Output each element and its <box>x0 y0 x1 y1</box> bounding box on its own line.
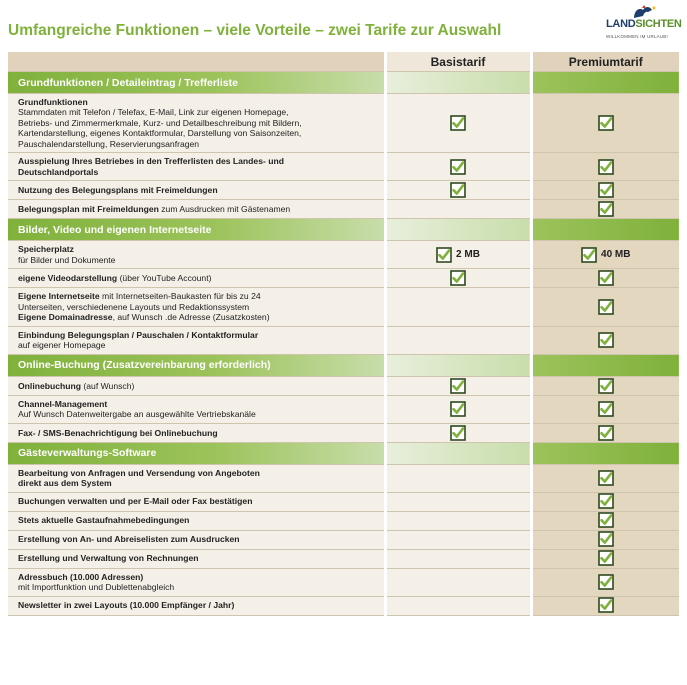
feature-line-bold: Bearbeitung von Anfragen und Versendung von Angeboten <box>18 467 260 478</box>
feature-line-bold: Onlinebuchung <box>18 380 82 391</box>
feature-line-bold: Erstellung und Verwaltung von Rechnungen <box>18 553 199 564</box>
basis-cell <box>385 241 531 269</box>
feature-line-text: (auf Wunsch) <box>81 380 135 391</box>
premium-cell <box>531 596 679 615</box>
premium-column-header: Premiumtarif <box>531 52 679 72</box>
premium-cell <box>531 549 679 568</box>
feature-line <box>18 399 378 409</box>
basis-cell <box>385 511 531 530</box>
tariff-comparison-table <box>8 52 679 616</box>
feature-line-bold: Ausspielung Ihres Betriebes in den Trefferlisten des Landes- und <box>18 156 284 167</box>
section-title: Grundfunktionen / Detaileintrag / Trefferliste <box>8 72 385 94</box>
premium-cell <box>531 288 679 326</box>
feature-row <box>8 511 679 530</box>
feature-line <box>18 468 378 478</box>
section-header-row <box>8 442 679 464</box>
feature-line-bold: Speicherplatz <box>18 244 74 255</box>
feature-line-text: für Bilder und Dokumente <box>18 254 116 265</box>
feature-row <box>8 181 679 200</box>
feature-description <box>8 181 385 200</box>
feature-line <box>18 600 378 610</box>
green-check-box-icon <box>598 597 614 613</box>
premium-cell <box>531 464 679 492</box>
green-check-box-icon <box>598 159 614 175</box>
section-title: Bilder, Video und eigenen Internetseite <box>8 219 385 241</box>
feature-line-bold: Grundfunktionen <box>18 97 88 107</box>
section-premium-band <box>531 219 679 241</box>
premium-cell <box>531 326 679 354</box>
feature-row <box>8 568 679 596</box>
feature-row <box>8 269 679 288</box>
feature-line-text: Betriebs- und Zimmermerkmale, Kurz- und Detailbeschreibung mit Bildern, <box>18 117 302 128</box>
section-basis-band <box>385 219 531 241</box>
feature-line <box>18 572 378 582</box>
green-check-box-icon <box>598 270 614 286</box>
feature-line-bold: Fax- / SMS-Benachrichtigung bei Onlinebuchung <box>18 427 218 438</box>
green-check-box-icon <box>581 247 597 263</box>
green-check-box-icon <box>450 159 466 175</box>
feature-description <box>8 395 385 423</box>
section-header-row <box>8 219 679 241</box>
feature-description <box>8 288 385 326</box>
basis-cell <box>385 326 531 354</box>
feature-line <box>18 478 378 488</box>
basis-cell <box>385 153 531 181</box>
feature-row <box>8 530 679 549</box>
feature-row <box>8 376 679 395</box>
feature-line <box>18 128 378 138</box>
feature-line-text: mit Internetseiten-Baukasten für bis zu 24 <box>99 291 261 302</box>
green-check-box-icon <box>598 531 614 547</box>
feature-description <box>8 492 385 511</box>
feature-line-text: Pauschalendarstellung, Reservierungsanfragen <box>18 138 200 149</box>
feature-line-bold: Eigene Domainadresse <box>18 312 113 323</box>
feature-row <box>8 326 679 354</box>
feature-line <box>18 139 378 149</box>
feature-line-bold: eigene Videodarstellung <box>18 273 118 284</box>
feature-description <box>8 200 385 219</box>
feature-line-text: (über YouTube Account) <box>117 273 212 284</box>
basis-cell <box>385 376 531 395</box>
feature-line-bold: Einbindung Belegungsplan / Pauschalen / Kontaktformular <box>18 329 259 340</box>
feature-row <box>8 153 679 181</box>
feature-line <box>18 255 378 265</box>
feature-line-text: , auf Wunsch .de Adresse (Zusatzkosten) <box>112 312 270 323</box>
green-check-box-icon <box>450 115 466 131</box>
green-check-box-icon <box>598 512 614 528</box>
feature-line <box>18 428 378 438</box>
feature-description <box>8 511 385 530</box>
basis-cell <box>385 200 531 219</box>
basis-cell <box>385 94 531 153</box>
feature-row <box>8 288 679 326</box>
feature-description <box>8 241 385 269</box>
feature-line-bold: Stets aktuelle Gastaufnahmebedingungen <box>18 515 190 526</box>
green-check-box-icon <box>598 401 614 417</box>
feature-line <box>18 534 378 544</box>
feature-row <box>8 94 679 153</box>
basis-cell <box>385 288 531 326</box>
feature-line <box>18 553 378 563</box>
premium-cell <box>531 395 679 423</box>
feature-description <box>8 549 385 568</box>
premium-cell <box>531 94 679 153</box>
feature-line <box>18 409 378 419</box>
feature-line <box>18 185 378 195</box>
logo-tagline: WILLKOMMEN IM URLAUB! <box>606 34 668 39</box>
section-basis-band <box>385 354 531 376</box>
feature-row <box>8 464 679 492</box>
feature-line-bold: Eigene Internetseite <box>18 291 100 302</box>
feature-line <box>18 107 378 117</box>
feature-line <box>18 97 378 107</box>
feature-line-bold: Channel-Management <box>18 398 108 409</box>
green-check-box-icon <box>598 574 614 590</box>
basis-cell <box>385 596 531 615</box>
green-check-box-icon <box>450 401 466 417</box>
green-check-box-icon <box>598 332 614 348</box>
feature-line <box>18 340 378 350</box>
green-check-box-icon <box>450 182 466 198</box>
green-check-box-icon <box>450 425 466 441</box>
section-basis-band <box>385 72 531 94</box>
basis-column-header: Basistarif <box>385 52 531 72</box>
feature-row <box>8 395 679 423</box>
page-title: Umfangreiche Funktionen – viele Vorteile – zwei Tarife zur Auswahl <box>8 22 502 39</box>
feature-column-header <box>8 52 385 72</box>
feature-line <box>18 381 378 391</box>
premium-cell <box>531 568 679 596</box>
landsichten-logo <box>606 12 682 48</box>
feature-line <box>18 302 378 312</box>
feature-line-bold: Buchungen verwalten und per E-Mail oder Fax bestätigen <box>18 496 253 507</box>
section-premium-band <box>531 72 679 94</box>
green-check-box-icon <box>598 425 614 441</box>
feature-row <box>8 596 679 615</box>
feature-description <box>8 269 385 288</box>
feature-line <box>18 496 378 506</box>
feature-line-bold: Belegungsplan mit Freimeldungen <box>18 204 159 215</box>
feature-line-bold: Nutzung des Belegungsplans mit Freimeldungen <box>18 185 218 196</box>
feature-line <box>18 582 378 592</box>
green-check-box-icon <box>598 182 614 198</box>
feature-row <box>8 423 679 442</box>
feature-line <box>18 312 378 322</box>
green-check-box-icon <box>598 299 614 315</box>
feature-line-bold: Adressbuch (10.000 Adressen) <box>18 571 144 582</box>
feature-description <box>8 326 385 354</box>
basis-cell <box>385 549 531 568</box>
section-header-row <box>8 354 679 376</box>
page-header <box>0 0 687 52</box>
basis-cell <box>385 423 531 442</box>
green-check-box-icon <box>598 115 614 131</box>
section-title: Gästeverwaltungs-Software <box>8 442 385 464</box>
premium-cell <box>531 423 679 442</box>
green-check-box-icon <box>436 247 452 263</box>
green-check-box-icon <box>450 270 466 286</box>
green-check-box-icon <box>598 201 614 217</box>
feature-description <box>8 568 385 596</box>
feature-line-text: zum Ausdrucken mit Gästenamen <box>158 204 291 215</box>
basis-cell <box>385 181 531 200</box>
feature-line-text: Stammdaten mit Telefon / Telefax, E-Mail, Link zur eigenen Homepage, <box>18 107 289 118</box>
feature-line-text: mit Importfunktion und Dublettenabgleich <box>18 582 175 593</box>
basis-cell <box>385 395 531 423</box>
feature-description <box>8 530 385 549</box>
premium-cell <box>531 269 679 288</box>
feature-line <box>18 291 378 301</box>
section-premium-band <box>531 442 679 464</box>
premium-cell <box>531 241 679 269</box>
feature-row <box>8 492 679 511</box>
feature-line <box>18 330 378 340</box>
premium-cell <box>531 153 679 181</box>
section-header-row <box>8 72 679 94</box>
feature-description <box>8 153 385 181</box>
feature-line <box>18 118 378 128</box>
green-check-box-icon <box>598 493 614 509</box>
feature-description <box>8 423 385 442</box>
feature-line-bold: Newsletter in zwei Layouts (10.000 Empfänger / Jahr) <box>18 600 235 611</box>
green-check-box-icon <box>598 378 614 394</box>
premium-cell <box>531 492 679 511</box>
basis-cell <box>385 464 531 492</box>
feature-description <box>8 596 385 615</box>
green-check-box-icon <box>598 470 614 486</box>
feature-description <box>8 376 385 395</box>
feature-description <box>8 464 385 492</box>
feature-line <box>18 244 378 254</box>
feature-line-text: Auf Wunsch Datenweitergabe an ausgewählte Vertriebskanäle <box>18 409 256 420</box>
feature-line-text: Unterseiten, verschiedenene Layouts und Redaktionssystem <box>18 301 250 312</box>
feature-row <box>8 241 679 269</box>
premium-cell <box>531 376 679 395</box>
section-basis-band <box>385 442 531 464</box>
green-check-box-icon <box>598 550 614 566</box>
basis-cell <box>385 530 531 549</box>
feature-line-text: auf eigener Homepage <box>18 340 106 351</box>
feature-line-bold: direkt aus dem System <box>18 478 112 489</box>
storage-amount: 40 MB <box>601 249 631 261</box>
green-check-box-icon <box>450 378 466 394</box>
basis-cell <box>385 269 531 288</box>
logo-wordmark: LANDSICHTEN <box>606 18 682 30</box>
storage-amount: 2 MB <box>456 249 480 261</box>
premium-cell <box>531 530 679 549</box>
feature-line-text: Kartendarstellung, eigenes Kontaktformular, Darstellung von Saisonzeiten, <box>18 128 302 139</box>
premium-cell <box>531 200 679 219</box>
column-header-row <box>8 52 679 72</box>
feature-line-bold: Erstellung von An- und Abreiselisten zum Ausdrucken <box>18 534 240 545</box>
feature-row <box>8 200 679 219</box>
feature-line <box>18 204 378 214</box>
section-premium-band <box>531 354 679 376</box>
feature-line <box>18 167 378 177</box>
feature-description <box>8 94 385 153</box>
premium-cell <box>531 511 679 530</box>
feature-row <box>8 549 679 568</box>
section-title: Online-Buchung (Zusatzvereinbarung erforderlich) <box>8 354 385 376</box>
feature-line <box>18 515 378 525</box>
basis-cell <box>385 492 531 511</box>
premium-cell <box>531 181 679 200</box>
feature-line-bold: Deutschlandportals <box>18 166 99 177</box>
feature-line <box>18 156 378 166</box>
basis-cell <box>385 568 531 596</box>
feature-line <box>18 273 378 283</box>
